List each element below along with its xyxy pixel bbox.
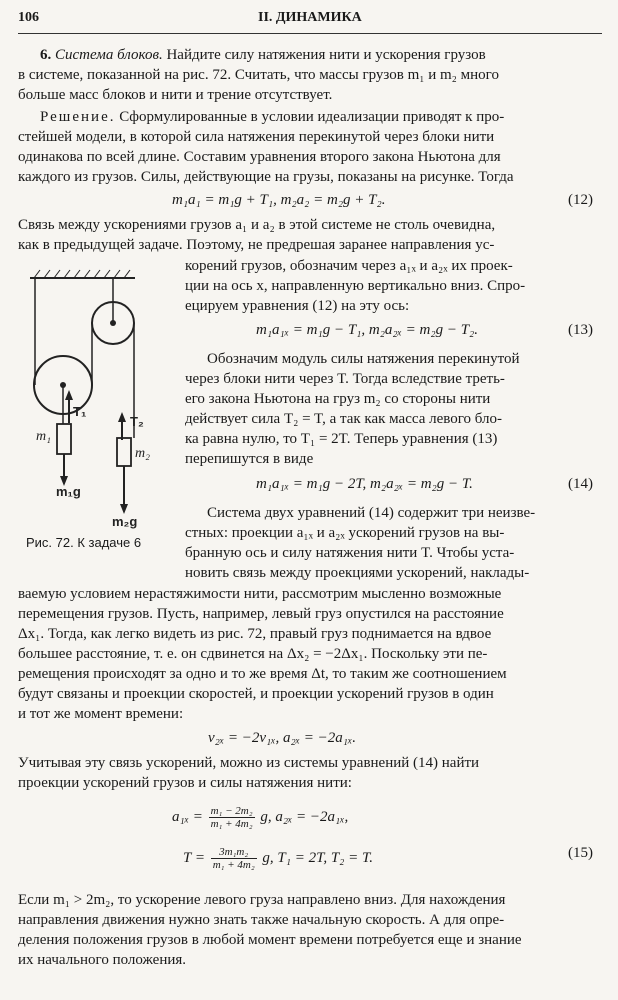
label-m1g: m₁g <box>56 484 81 499</box>
solution-label: Решение. <box>40 109 116 125</box>
text-line: Система двух уравнений (14) содержит три неизве- <box>207 505 536 521</box>
text-line: Учитывая эту связь ускорений, можно из системы уравнений (14) найти <box>18 755 480 771</box>
chapter-title: II. ДИНАМИКА <box>258 10 362 25</box>
ceiling-hatch <box>34 270 130 278</box>
problem-line: Найдите силу натяжения нити и ускорения грузов <box>166 47 486 63</box>
equation-15b <box>183 843 373 873</box>
equation-number: (15) <box>568 845 593 861</box>
text-line: ции на ось x, направленную вертикально вниз. Спро- <box>185 278 526 294</box>
text-line: действует сила T₂ = T, а так как масса левого бло- <box>185 411 503 427</box>
solution-line: Сформулированные в условии идеализации приводят к про- <box>119 109 505 125</box>
label-m1: m₁ <box>36 429 51 444</box>
text-line: стных: проекции a₁ₓ и a₂ₓ ускорений грузов на вы- <box>185 525 505 541</box>
label-m2g: m₂g <box>112 514 138 529</box>
label-T2: T₂ <box>130 414 144 429</box>
text-line: проекции ускорений грузов и силы натяжения нити: <box>18 775 352 791</box>
text-line: их начального положения. <box>18 952 187 968</box>
label-m2: m₂ <box>135 446 150 461</box>
text-line: ваемую условием нерастяжимости нити, рассмотрим мысленно возможные <box>18 586 502 602</box>
text-line: ремещения происходят за одно и то же время Δt, то таким же соотношением <box>18 666 507 682</box>
solution-line: одинакова по всей длине. Составим уравнения второго закона Ньютона для <box>18 149 501 165</box>
text-line: корений грузов, обозначим через a₁ₓ и a₂ₓ их проек- <box>185 258 513 274</box>
T-tail: g, T₁ = 2T, T₂ = T. <box>262 850 373 866</box>
problem-number: 6. <box>40 47 52 63</box>
text-line: перепишутся в виде <box>185 451 314 467</box>
problem-title: Система блоков. <box>55 47 163 63</box>
problem-line: больше масс блоков и нити и трение отсутствует. <box>18 87 333 103</box>
equation-number: (12) <box>568 192 593 208</box>
a1x-lhs: a₁ₓ = <box>172 809 203 825</box>
text-line: большее расстояние, т. е. он сдвинется на Δx₂ = −2Δx₁. Поскольку эти пе- <box>18 646 488 662</box>
text-line: направления движения нужно знать также начальную скорость. А для опре- <box>18 912 505 928</box>
equation-14: m₁a₁ₓ = m₁g − 2T, m₂a₂ₓ = m₂g − T. <box>256 476 473 492</box>
equation-number: (14) <box>568 476 593 492</box>
header-rule <box>18 33 602 34</box>
text-line: ка равна нулю, то T₁ = 2T. Теперь уравнения (13) <box>185 431 498 447</box>
text-line: бранную ось и силу натяжения нити T. Чтобы уста- <box>185 545 515 561</box>
T-numerator: 3m₁m₂ <box>211 846 257 859</box>
equation-number: (13) <box>568 322 593 338</box>
text-line: будут связаны и проекции скоростей, и проекции ускорений грузов в один <box>18 686 494 702</box>
a1x-denominator: m₁ + 4m₂ <box>210 818 253 831</box>
label-T1: T₁ <box>73 404 87 419</box>
text-line: как в предыдущей задаче. Поэтому, не предрешая заранее направления ус- <box>18 237 495 253</box>
text-line: Δx₁. Тогда, как легко видеть из рис. 72, правый груз поднимается на вдвое <box>18 626 492 642</box>
text-line: перемещения грузов. Пусть, например, левый груз опустился на расстояние <box>18 606 504 622</box>
t1-arrow <box>65 390 73 400</box>
equation-13: m₁a₁ₓ = m₁g − T₁, m₂a₂ₓ = m₂g − T₂. <box>256 322 478 338</box>
page-number: 106 <box>18 10 39 25</box>
equation-velocity: v₂ₓ = −2v₁ₓ, a₂ₓ = −2a₁ₓ. <box>208 730 356 746</box>
problem-heading <box>40 45 486 65</box>
a1x-fraction <box>209 805 255 830</box>
T-denominator: m₁ + 4m₂ <box>212 859 255 872</box>
text-line: Если m₁ > 2m₂, то ускорение левого груза направлено вниз. Для нахождения <box>18 892 506 908</box>
solution-first-line <box>40 107 504 127</box>
pulley-figure <box>20 268 200 530</box>
mass-1 <box>57 424 71 454</box>
equation-15a <box>172 802 348 832</box>
text-line: его закона Ньютона на груз m₂ со стороны нити <box>185 391 491 407</box>
text-line: новить связь между проекциями ускорений, наклады- <box>185 565 530 581</box>
a1x-numerator: m₁ − 2m₂ <box>210 805 253 818</box>
text-line: Связь между ускорениями грузов a₁ и a₂ в этой системе не столь очевидна, <box>18 217 496 233</box>
text-line: Обозначим модуль силы натяжения перекинутой <box>207 351 520 367</box>
figure-caption: Рис. 72. К задаче 6 <box>26 535 142 550</box>
T-fraction <box>211 846 257 871</box>
text-line: через блоки нити через T. Тогда вследствие треть- <box>185 371 505 387</box>
a1x-tail: g, a₂ₓ = −2a₁ₓ, <box>260 809 349 825</box>
solution-line: каждого из грузов. Силы, действующие на грузы, показаны на рисунке. Тогда <box>18 169 514 185</box>
mass-2 <box>117 438 131 466</box>
problem-line: в системе, показанной на рис. 72. Считать, что массы грузов m₁ и m₂ много <box>18 67 499 83</box>
equation-12: m₁a₁ = m₁g + T₁, m₂a₂ = m₂g + T₂. <box>172 192 386 208</box>
m2g-arrow <box>120 504 128 514</box>
text-line: ецируем уравнения (12) на эту ось: <box>185 298 410 314</box>
t2-arrow <box>118 412 126 422</box>
solution-line: стейшей модели, в которой сила натяжения перекинутой через блоки нити <box>18 129 495 145</box>
T-lhs: T = <box>183 850 205 866</box>
text-line: и тот же момент времени: <box>18 706 184 722</box>
text-line: деления положения грузов в любой момент времени потребуется еще и знание <box>18 932 522 948</box>
